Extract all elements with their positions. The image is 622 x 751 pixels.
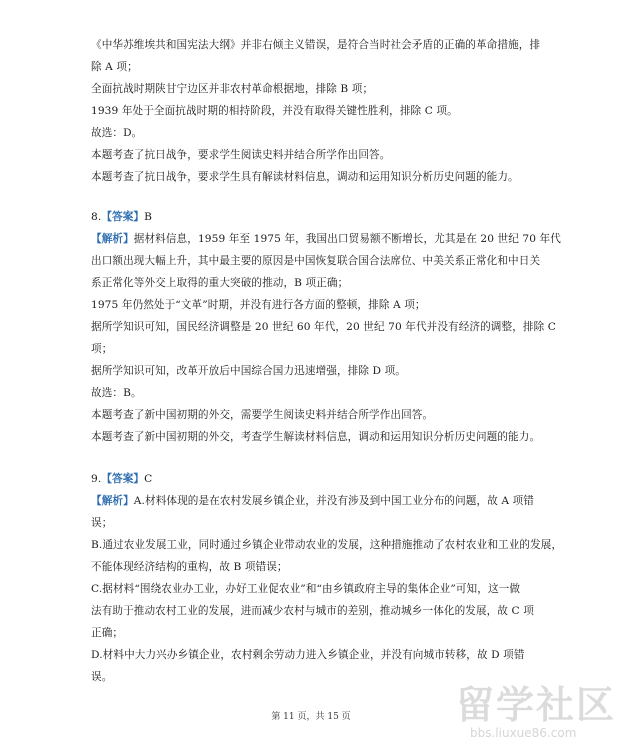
text-line: 故选：D。 xyxy=(91,127,143,139)
text-line: 法有助于推动农村工业的发展，进而减少农村与城市的差别，推动城乡一体化的发展，故 C 项 xyxy=(91,605,534,617)
q8-analysis-line xyxy=(91,232,561,246)
q8-answer-line xyxy=(91,210,536,224)
text-line: 本题考查了新中国初期的外交，考查学生解读材料信息，调动和运用知识分析历史问题的能力。 xyxy=(91,431,541,443)
text-line: D.材料中大力兴办乡镇企业，农村剩余劳动力进入乡镇企业，并没有向城市转移，故 D 项错 xyxy=(91,649,525,661)
text-line: 正确； xyxy=(91,627,124,639)
page-footer: 第 11 页，共 15 页 xyxy=(271,712,351,722)
q9-analysis-tag: 【解析】 xyxy=(91,495,134,507)
text-line: 系正常化等外交上取得的重大突破的推动，B 项正确； xyxy=(91,277,349,289)
text-line: 1975 年仍然处于“文革”时期，并没有进行各方面的整顿，排除 A 项； xyxy=(91,299,426,311)
text-line: 本题考查了新中国初期的外交，需要学生阅读史料并结合所学作出回答。 xyxy=(91,409,434,421)
text-line: A.材料体现的是在农村发展乡镇企业，并没有涉及到中国工业分布的问题，故 A 项错 xyxy=(133,495,534,507)
text-line: 据所学知识可知，改革开放后中国综合国力迅速增强，排除 D 项。 xyxy=(91,365,406,377)
text-line: 误； xyxy=(91,517,113,529)
watermark-logo xyxy=(452,672,617,747)
text-line: C.据材料“围绕农业办工业，办好工业促农业”和“由乡镇政府主导的集体企业”可知，这一做 xyxy=(91,583,521,595)
q9-answer-line xyxy=(91,472,536,486)
text-line: 出口额出现大幅上升，其中最主要的原因是中国恢复联合国合法席位、中美关系正常化和中日关 xyxy=(91,255,541,267)
q8-number: 8. xyxy=(91,211,102,223)
text-line: B.通过农业发展工业，同时通过乡镇企业带动农业的发展，这种措施推动了农村农业和工业的发展， xyxy=(91,539,563,551)
q9-answer-tag: 【答案】 xyxy=(101,473,145,485)
watermark-url: bbs.liuxue86.com xyxy=(470,726,577,740)
text-line: 本题考查了抗日战争，要求学生阅读史料并结合所学作出回答。 xyxy=(91,149,391,161)
watermark-text: 留学社区 xyxy=(456,683,617,727)
text-line: 据材料信息，1959 年至 1975 年，我国出口贸易额不断增长，尤其是在 20 世纪 70 年代 xyxy=(133,233,561,245)
text-line: 项； xyxy=(91,343,113,355)
q8-answer-tag: 【答案】 xyxy=(101,211,145,223)
q9-analysis-line xyxy=(91,494,536,508)
text-line: 本题考查了抗日战争，要求学生具有解读材料信息，调动和运用知识分析历史问题的能力。 xyxy=(91,171,519,183)
q8-analysis-tag: 【解析】 xyxy=(91,233,134,245)
text-line: 1939 年处于全面抗战时期的相持阶段，并没有取得关键性胜利，排除 C 项。 xyxy=(91,105,458,117)
text-line: 误。 xyxy=(91,671,113,683)
q9-answer: C xyxy=(144,473,153,485)
text-line: 除 A 项； xyxy=(91,61,138,73)
q8-answer: B xyxy=(144,211,152,223)
text-line: 据所学知识可知，国民经济调整是 20 世纪 60 年代，20 世纪 70 年代并没有经济的调整，排除 C xyxy=(91,321,556,333)
text-line: 《中华苏维埃共和国宪法大纲》并非右倾主义错误，是符合当时社会矛盾的正确的革命措施，排 xyxy=(91,39,541,51)
text-line: 全面抗战时期陕甘宁边区并非农村革命根据地，排除 B 项； xyxy=(91,83,374,95)
text-line: 不能体现经济结构的重构，故 B 项错误； xyxy=(91,561,288,573)
q9-number: 9. xyxy=(91,473,102,485)
text-line: 故选：B。 xyxy=(91,387,142,399)
